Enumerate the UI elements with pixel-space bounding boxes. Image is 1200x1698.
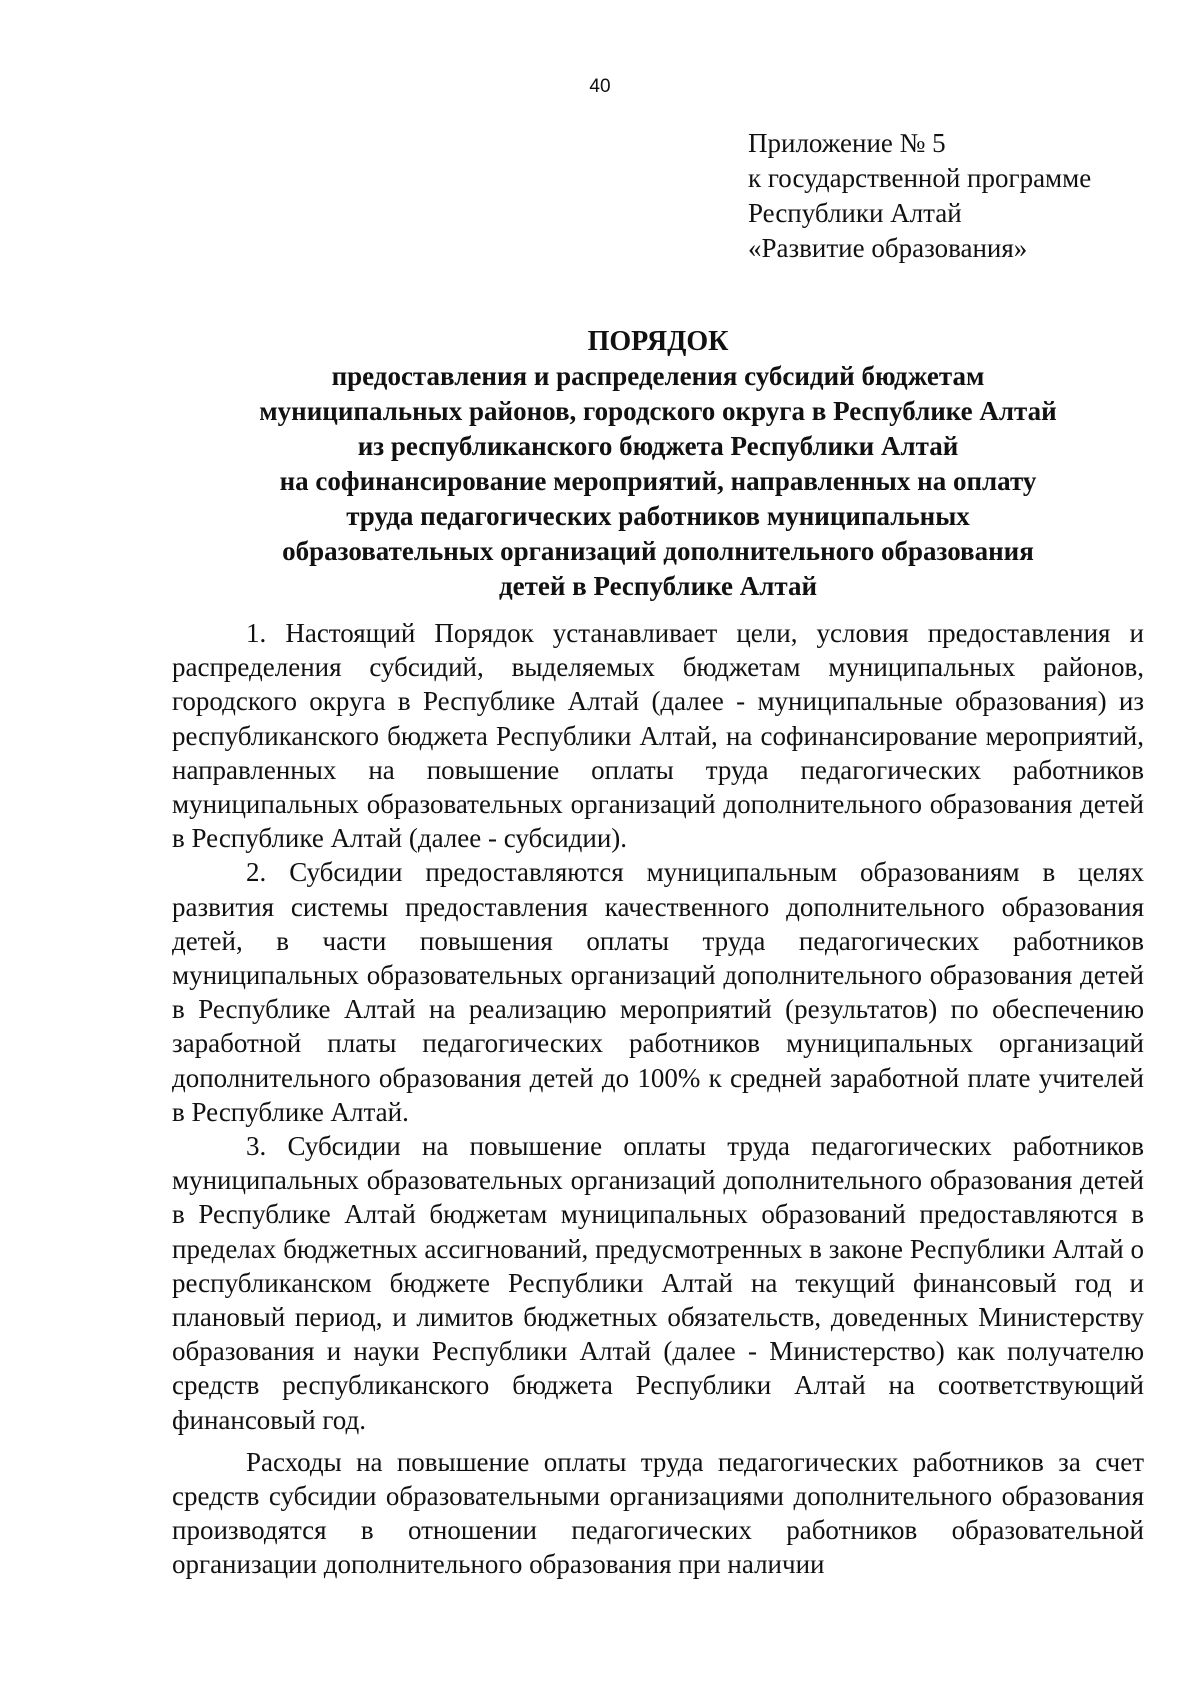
document-body <box>172 616 1144 1582</box>
page-number: 40 <box>589 76 611 97</box>
title-line: из республиканского бюджета Республики Алтай <box>357 431 959 461</box>
appendix-line: Приложение № 5 <box>748 128 946 158</box>
paragraph-expenses: Расходы на повышение оплаты труда педагогических работников за счет средств субсидии образовательными организациями дополнительного образования производятся в отношении педагогических работников образовательной организации дополнительного образования при наличии <box>172 1446 1144 1580</box>
title-heading: ПОРЯДОК <box>587 326 729 357</box>
document-title <box>172 324 1144 604</box>
paragraph-1: 1. Настоящий Порядок устанавливает цели, условия предоставления и распределения субсидий, выделяемых бюджетам муниципальных районов, городского округа в Республике Алтай (далее - муниципальные образования) из республиканского бюджета Республики Алтай, на софинансирование мероприятий, направленных на повышение оплаты труда педагогических работников муниципальных образовательных организаций дополнительного образования детей в Республике Алтай (далее - субсидии). <box>172 618 1144 854</box>
paragraph-2: 2. Субсидии предоставляются муниципальным образованиям в целях развития системы предоставления качественного дополнительного образования детей, в части повышения оплаты труда педагогических работников муниципальных образовательных организаций дополнительного образования детей в Республике Алтай на реализацию мероприятий (результатов) по обеспечению заработной платы педагогических работников муниципальных организаций дополнительного образования детей до 100% к средней заработной плате учителей в Республике Алтай. <box>172 857 1144 1127</box>
title-line: муниципальных районов, городского округа в Республике Алтай <box>259 396 1057 426</box>
appendix-line: «Развитие образования» <box>748 233 1028 263</box>
appendix-line: Республики Алтай <box>748 198 962 228</box>
appendix-reference <box>748 126 1091 266</box>
title-line: труда педагогических работников муниципальных <box>346 501 970 531</box>
paragraph-3: 3. Субсидии на повышение оплаты труда педагогических работников муниципальных образовательных организаций дополнительного образования детей в Республике Алтай бюджетам муниципальных образований предоставляются в пределах бюджетных ассигнований, предусмотренных в законе Республики Алтай о республиканском бюджете Республики Алтай на текущий финансовый год и плановый период, и лимитов бюджетных обязательств, доведенных Министерству образования и науки Республики Алтай (далее - Министерство) как получателю средств республиканского бюджета Республики Алтай на соответствующий финансовый год. <box>172 1131 1144 1435</box>
title-line: образовательных организаций дополнительного образования <box>282 536 1034 566</box>
appendix-line: к государственной программе <box>748 163 1092 193</box>
title-line: предоставления и распределения субсидий бюджетам <box>331 361 985 391</box>
title-line: на софинансирование мероприятий, направленных на оплату <box>279 466 1037 496</box>
title-line: детей в Республике Алтай <box>498 571 818 601</box>
